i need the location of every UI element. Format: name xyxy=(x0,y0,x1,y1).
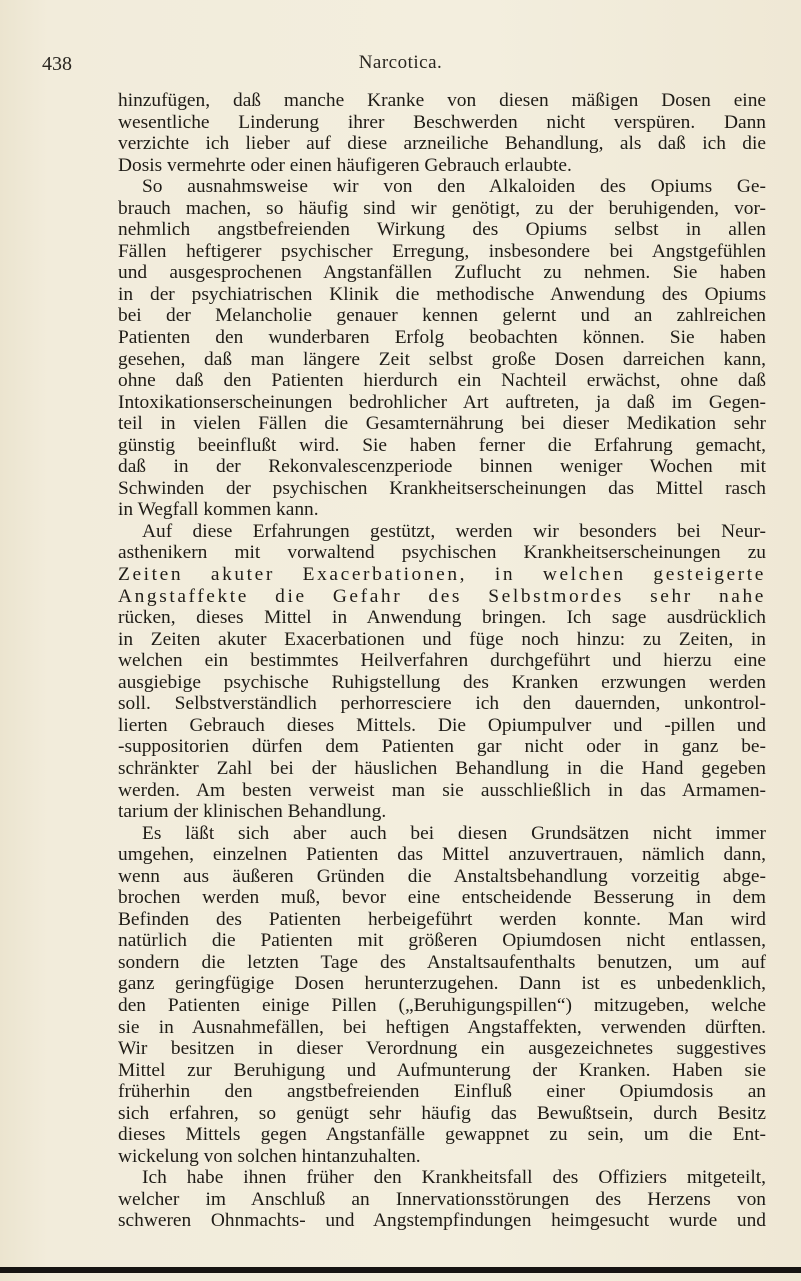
text-line: Intoxikationserscheinungen bedrohlicher Art auftreten, ja daß im Gegen- xyxy=(118,391,766,413)
text-line: soll. Selbstverständlich perhorresciere ich den dauernden, unkontrol- xyxy=(118,693,766,715)
text-line: So ausnahmsweise wir von den Alkaloiden des Opiums Ge- xyxy=(142,176,766,198)
text-line: den Patienten einige Pillen („Beruhigungspillen“) mitzugeben, welche xyxy=(118,994,766,1016)
text-line: in der psychiatrischen Klinik die methodische Anwendung des Opiums xyxy=(118,283,766,305)
text-line: schweren Ohnmachts- und Angstempfindungen heimgesucht wurde und xyxy=(118,1210,766,1232)
text-line: ganz geringfügige Dosen herunterzugehen. Dann ist es unbedenklich, xyxy=(118,973,766,995)
text-line: tarium der klinischen Behandlung. xyxy=(118,801,387,823)
text-line: brochen werden muß, bevor eine entscheidende Besserung in dem xyxy=(118,887,766,909)
text-line: in Wegfall kommen kann. xyxy=(118,499,319,521)
text-line: Fällen heftigerer psychischer Erregung, insbesondere bei Angstgefühlen xyxy=(118,240,766,262)
text-line: ausgiebige psychische Ruhigstellung des Kranken erzwungen werden xyxy=(118,671,766,693)
text-line: werden. Am besten verweist man sie ausschließlich in das Armamen- xyxy=(118,779,766,801)
text-line: brauch machen, so häufig sind wir genötigt, zu der beruhigenden, vor- xyxy=(118,197,766,219)
text-line: Patienten den wunderbaren Erfolg beobachten können. Sie haben xyxy=(118,327,766,349)
text-line: natürlich die Patienten mit größeren Opiumdosen nicht entlassen, xyxy=(118,930,766,952)
text-line: Auf diese Erfahrungen gestützt, werden wir besonders bei Neur- xyxy=(142,520,766,542)
text-line: teil in vielen Fällen die Gesamternährung bei dieser Medikation sehr xyxy=(118,413,766,435)
text-line: Schwinden der psychischen Krankheitserscheinungen das Mittel rasch xyxy=(118,477,766,499)
text-line: lierten Gebrauch dieses Mittels. Die Opiumpulver und -pillen und xyxy=(118,714,766,736)
text-line: welchen ein bestimmtes Heilverfahren durchgeführt und hierzu eine xyxy=(118,650,766,672)
text-line: Wir besitzen in dieser Verordnung ein ausgezeichnetes suggestives xyxy=(118,1038,766,1060)
text-line: in Zeiten akuter Exacerbationen und füge noch hinzu: zu Zeiten, in xyxy=(118,628,766,650)
text-line: Befinden des Patienten herbeigeführt werden konnte. Man wird xyxy=(118,908,766,930)
text-line: welcher im Anschluß an Innervationsstörungen des Herzens von xyxy=(118,1188,766,1210)
text-line: und ausgesprochenen Angstanfällen Zuflucht zu nehmen. Sie haben xyxy=(118,262,766,284)
text-line: rücken, dieses Mittel in Anwendung bringen. Ich sage ausdrücklich xyxy=(118,607,766,629)
text-line: Ich habe ihnen früher den Krankheitsfall des Offiziers mitgeteilt, xyxy=(142,1167,766,1189)
text-line: Zeiten akuter Exacerbationen, in welchen gesteigerte xyxy=(118,564,766,586)
text-line: sondern die letzten Tage des Anstaltsaufenthalts benutzen, um auf xyxy=(118,951,766,973)
text-line: bei der Melancholie genauer kennen gelernt und an zahlreichen xyxy=(118,305,766,327)
page-edge-bar xyxy=(0,1267,801,1273)
text-line: wesentliche Linderung ihrer Beschwerden nicht verspüren. Dann xyxy=(118,111,766,133)
body-text xyxy=(118,90,766,1232)
text-line: Es läßt sich aber auch bei diesen Grundsätzen nicht immer xyxy=(142,822,766,844)
running-title: Narcotica. xyxy=(358,52,443,73)
text-line: wenn aus äußeren Gründen die Anstaltsbehandlung vorzeitig abge- xyxy=(118,865,766,887)
text-line: asthenikern mit vorwaltend psychischen Krankheitserscheinungen zu xyxy=(118,542,766,564)
text-line: umgehen, einzelnen Patienten das Mittel anzuvertrauen, nämlich dann, xyxy=(118,844,766,866)
text-line: günstig beeinflußt wird. Sie haben ferner die Erfahrung gemacht, xyxy=(118,434,766,456)
text-line: Angstaffekte die Gefahr des Selbstmordes sehr nahe xyxy=(118,585,766,607)
page-number: 438 xyxy=(42,53,72,75)
text-line: -suppositorien dürfen dem Patienten gar nicht oder in ganz be- xyxy=(118,736,766,758)
text-line: ohne daß den Patienten hierdurch ein Nachteil erwächst, ohne daß xyxy=(118,370,766,392)
text-line: hinzufügen, daß manche Kranke von diesen mäßigen Dosen eine xyxy=(118,90,766,111)
text-line: verzichte ich lieber auf diese arzneiliche Behandlung, als daß ich die xyxy=(118,133,766,155)
text-line: dieses Mittels gegen Angstanfälle gewappnet zu sein, um die Ent- xyxy=(118,1124,766,1146)
text-line: Mittel zur Beruhigung und Aufmunterung der Kranken. Haben sie xyxy=(118,1059,766,1081)
text-line: gesehen, daß man längere Zeit selbst große Dosen darreichen kann, xyxy=(118,348,766,370)
text-line: wickelung von solchen hintanzuhalten. xyxy=(118,1145,421,1167)
text-line: Dosis vermehrte oder einen häufigeren Gebrauch erlaubte. xyxy=(118,154,572,176)
text-line: früherhin den angstbefreienden Einfluß einer Opiumdosis an xyxy=(118,1081,766,1103)
text-line: daß in der Rekonvalescenzperiode binnen weniger Wochen mit xyxy=(118,456,766,478)
text-line: nehmlich angstbefreienden Wirkung des Opiums selbst in allen xyxy=(118,219,766,241)
text-line: sie in Ausnahmefällen, bei heftigen Angstaffekten, verwenden dürften. xyxy=(118,1016,766,1038)
text-line: sich erfahren, so genügt sehr häufig das Bewußtsein, durch Besitz xyxy=(118,1102,766,1124)
text-line: schränkter Zahl bei der häuslichen Behandlung in die Hand gegeben xyxy=(118,757,766,779)
